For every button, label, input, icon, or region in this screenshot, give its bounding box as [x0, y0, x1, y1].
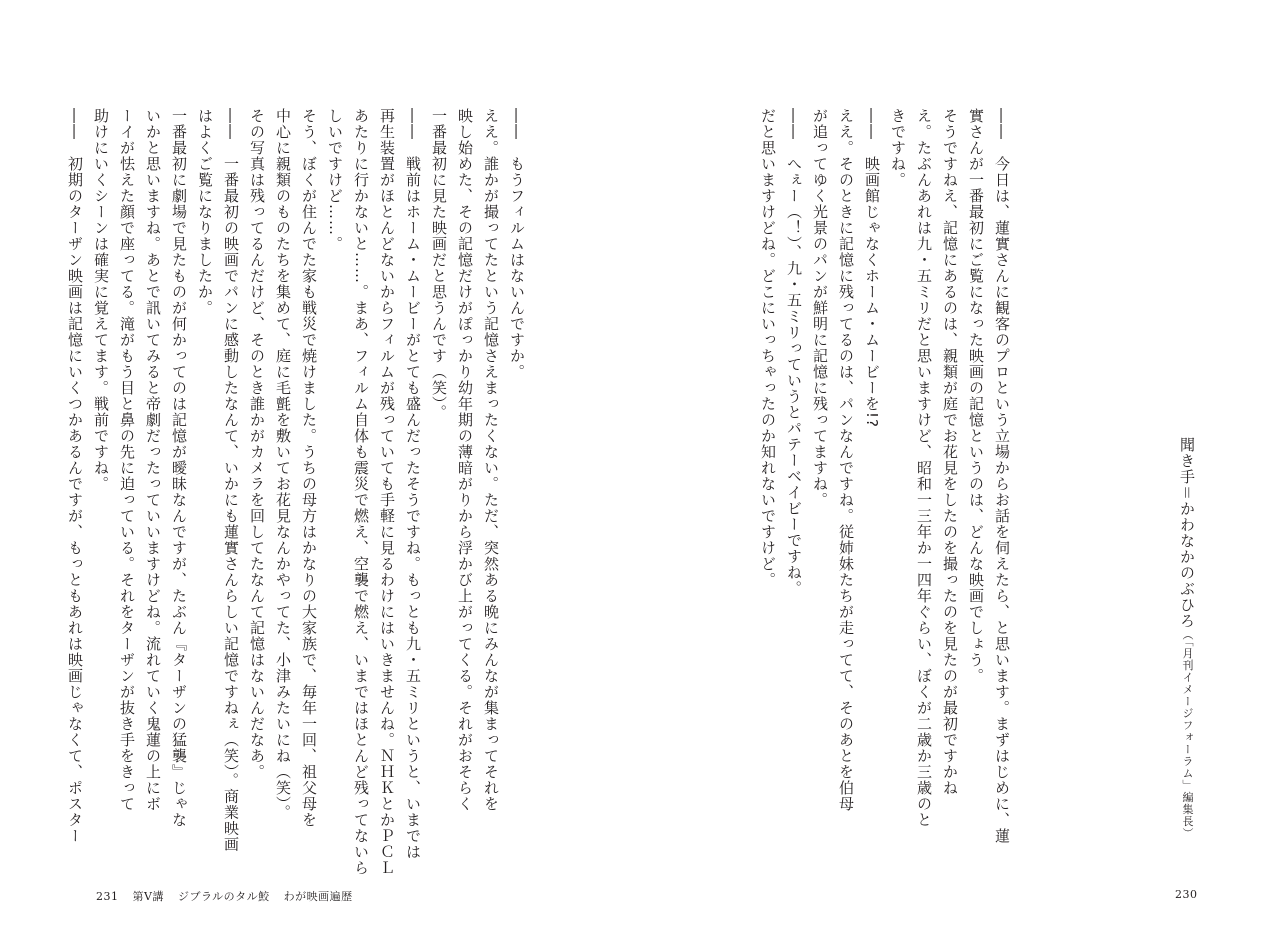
page-number: 231 — [96, 890, 119, 903]
chapter-subtitle: わが映画遍歴 — [283, 890, 353, 903]
body-line: 映し始めた、その記憶だけがぽっかり幼年期の薄暗がりから浮かび上がってくる。それがおそらく — [456, 108, 474, 812]
body-line: その写真は残ってるんだけど、そのとき誰かがカメラを回してたなんて記憶はないんだなあ。 — [248, 108, 266, 780]
chapter-label: 第Ⅴ講 — [132, 890, 164, 903]
body-line: ―― 一番最初の映画でパンに感動したなんて、いかにも蓮實さんらしい記憶ですねぇ（笑）。商業映画 — [222, 108, 240, 853]
body-line: あたりに行かないと……。まあ、フィルム自体も震災で燃え、空襲で燃え、いまではほとんど残ってないら — [352, 108, 370, 876]
body-line: 實さんが一番最初にご覧になった映画の記憶というのは、どんな映画でしょう。 — [967, 108, 985, 684]
body-line: ええ。誰かが撮ってたという記憶さえまったくない。ただ、突然ある晩にみんなが集まってそれを — [482, 108, 500, 812]
body-line: ―― 戦前はホーム・ムービーがとても盛んだったそうですね。もっとも九・五ミリというと、いまでは — [404, 108, 422, 860]
body-line: え。たぶんあれは九・五ミリだと思いますけど、昭和一三年か一四年ぐらい、ぼくが二歳か三歳のと — [915, 108, 933, 828]
body-line: ―― へぇー（！）、九・五ミリっていうとパテーベイビーですね。 — [785, 108, 803, 597]
body-line: しいですけど……。 — [326, 108, 344, 252]
body-line: だと思いますけどね。どこにいっちゃったのか知れないですけど。 — [759, 108, 777, 588]
page-number: 230 — [1175, 888, 1198, 901]
right-page — [640, 0, 1280, 938]
body-line: 再生装置がほとんどないからフィルムが残っていても手軽に見るわけにはいきませんね。ＮＨＫとかＰＣＬ — [378, 108, 396, 876]
interviewer-credit — [1177, 437, 1198, 840]
body-line: いかと思いますね。あとで訊いてみると帝劇だったっていいますけどね。流れていく鬼蓮の上にボ — [144, 108, 162, 812]
right-page-body — [755, 108, 1015, 844]
right-running-footer — [1175, 888, 1198, 901]
body-line: ええ。そのときに記憶に残ってるのは、パンなんですね。従姉妹たちが走ってて、そのあとを伯母 — [837, 108, 855, 812]
body-line: ―― 今日は、蓮實さんに観客のプロという立場からお話を伺えたら、と思います。まずはじめに、蓮 — [993, 108, 1011, 844]
body-line: が追ってゆく光景のパンが鮮明に記憶に残ってますね。 — [811, 108, 829, 508]
body-line: ーイが怯えた顔で座ってる。滝がもう目と鼻の先に迫っている。それをターザンが抜き手をきって — [118, 108, 136, 812]
interviewer-affiliation: （「月刊イメージフォーラム」編集長） — [1181, 629, 1194, 840]
body-line: ―― 初期のターザン映画は記憶にいくつかあるんですが、もっともあれは映画じゃなくて、ポスター — [66, 108, 84, 844]
chapter-title: ジブラルのタル鮫 — [177, 890, 270, 903]
body-line: ―― もうフィルムはないんですか。 — [508, 108, 526, 380]
body-line: 一番最初に見た映画だと思うんです（笑）。 — [430, 108, 448, 421]
body-line: 助けにいくシーンは確実に覚えてます。戦前ですね。 — [92, 108, 110, 492]
body-line: きですね。 — [889, 108, 907, 188]
body-line: 一番最初に劇場で見たものが何かってのは記憶が曖昧なんですが、たぶん『ターザンの猛襲』じゃな — [170, 108, 188, 828]
left-running-footer — [96, 888, 363, 904]
body-line: はよくご覧になりましたか。 — [196, 108, 214, 316]
body-line: そうですねえ、記憶にあるのは、親類が庭でお花見をしたのを撮ったのを見たのが最初ですかね — [941, 108, 959, 796]
body-line: 中心に親類のものたちを集めて、庭に毛氈を敷いてお花見なんかやってた、小津みたいにね（笑）。 — [274, 108, 292, 821]
body-line: ―― 映画館じゃなくホーム・ムービーを!? — [863, 108, 881, 428]
body-line: そう、ぼくが住んでた家も戦災で焼けました。うちの母方はかなりの大家族で、毎年一回、祖父母を — [300, 108, 318, 828]
left-page-body — [62, 108, 530, 876]
interviewer-name: 聞き手＝かわなかのぶひろ — [1178, 437, 1196, 630]
